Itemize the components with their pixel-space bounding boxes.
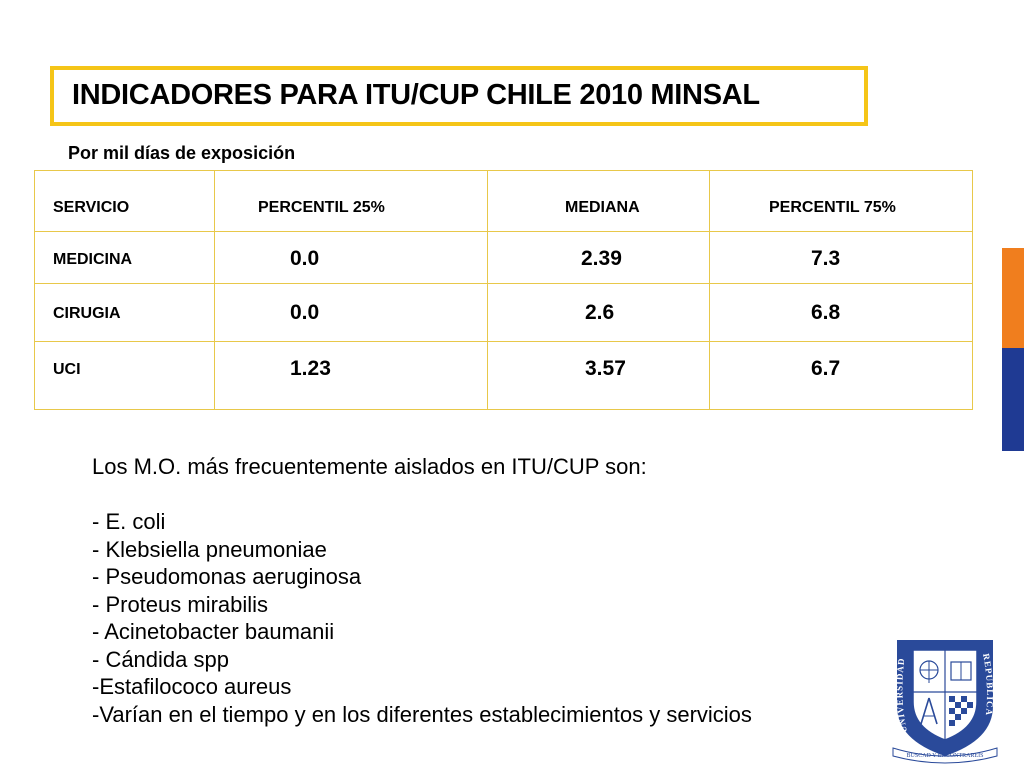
table-cell-mediana: 2.39 bbox=[581, 247, 622, 270]
list-item: - Cándida spp bbox=[92, 646, 229, 672]
table-header-percentil-25: PERCENTIL 25% bbox=[258, 199, 385, 216]
table-row-servicio: CIRUGIA bbox=[53, 305, 121, 322]
list-item: -Varían en el tiempo y en los diferentes establecimientos y servicios bbox=[92, 701, 752, 727]
table-cell-p75: 6.8 bbox=[811, 301, 841, 324]
table-row-divider bbox=[35, 283, 972, 284]
table-cell-p25: 0.0 bbox=[290, 301, 320, 324]
table-cell-p75: 6.7 bbox=[811, 357, 841, 380]
table-row-divider bbox=[35, 341, 972, 342]
university-logo bbox=[891, 636, 999, 764]
side-accent-orange bbox=[1002, 248, 1024, 348]
table-header-mediana: MEDIANA bbox=[565, 199, 640, 216]
table-header-servicio: SERVICIO bbox=[53, 199, 130, 216]
slide-title: INDICADORES PARA ITU/CUP CHILE 2010 MINSAL bbox=[72, 79, 760, 111]
table-row-servicio: MEDICINA bbox=[53, 251, 133, 268]
indicators-table bbox=[34, 170, 973, 410]
logo-text-right: REPUBLICA bbox=[981, 652, 996, 717]
table-header-percentil-75: PERCENTIL 75% bbox=[769, 199, 896, 216]
table-column-divider bbox=[214, 171, 215, 409]
table-column-divider bbox=[709, 171, 710, 409]
side-accent-blue bbox=[1002, 348, 1024, 451]
table-cell-mediana: 2.6 bbox=[585, 301, 615, 324]
logo-ribbon-text: BUSCAD Y ENCONTRAREIS bbox=[906, 753, 984, 759]
microorganisms-text bbox=[92, 453, 752, 728]
table-cell-p75: 7.3 bbox=[811, 247, 841, 270]
table-row-servicio: UCI bbox=[53, 361, 81, 378]
table-column-divider bbox=[487, 171, 488, 409]
intro-line: Los M.O. más frecuentemente aislados en ITU/CUP son: bbox=[92, 454, 647, 479]
table-cell-mediana: 3.57 bbox=[585, 357, 626, 380]
list-item: - Proteus mirabilis bbox=[92, 591, 269, 617]
list-item: - Pseudomonas aeruginosa bbox=[92, 564, 362, 589]
slide-subtitle: Por mil días de exposición bbox=[68, 143, 296, 163]
list-item: - Klebsiella pneumoniae bbox=[92, 536, 327, 562]
title-box bbox=[50, 66, 868, 126]
university-shield-icon bbox=[891, 636, 999, 764]
table-row-divider bbox=[35, 231, 972, 232]
list-item: - E. coli bbox=[92, 509, 166, 534]
list-item: -Estafilococo aureus bbox=[92, 674, 292, 699]
logo-text-left: UNIVERSIDAD bbox=[894, 657, 909, 734]
table-cell-p25: 0.0 bbox=[290, 247, 320, 270]
table-cell-p25: 1.23 bbox=[290, 357, 331, 380]
blank-line bbox=[92, 481, 752, 509]
list-item: - Acinetobacter baumanii bbox=[92, 619, 335, 644]
